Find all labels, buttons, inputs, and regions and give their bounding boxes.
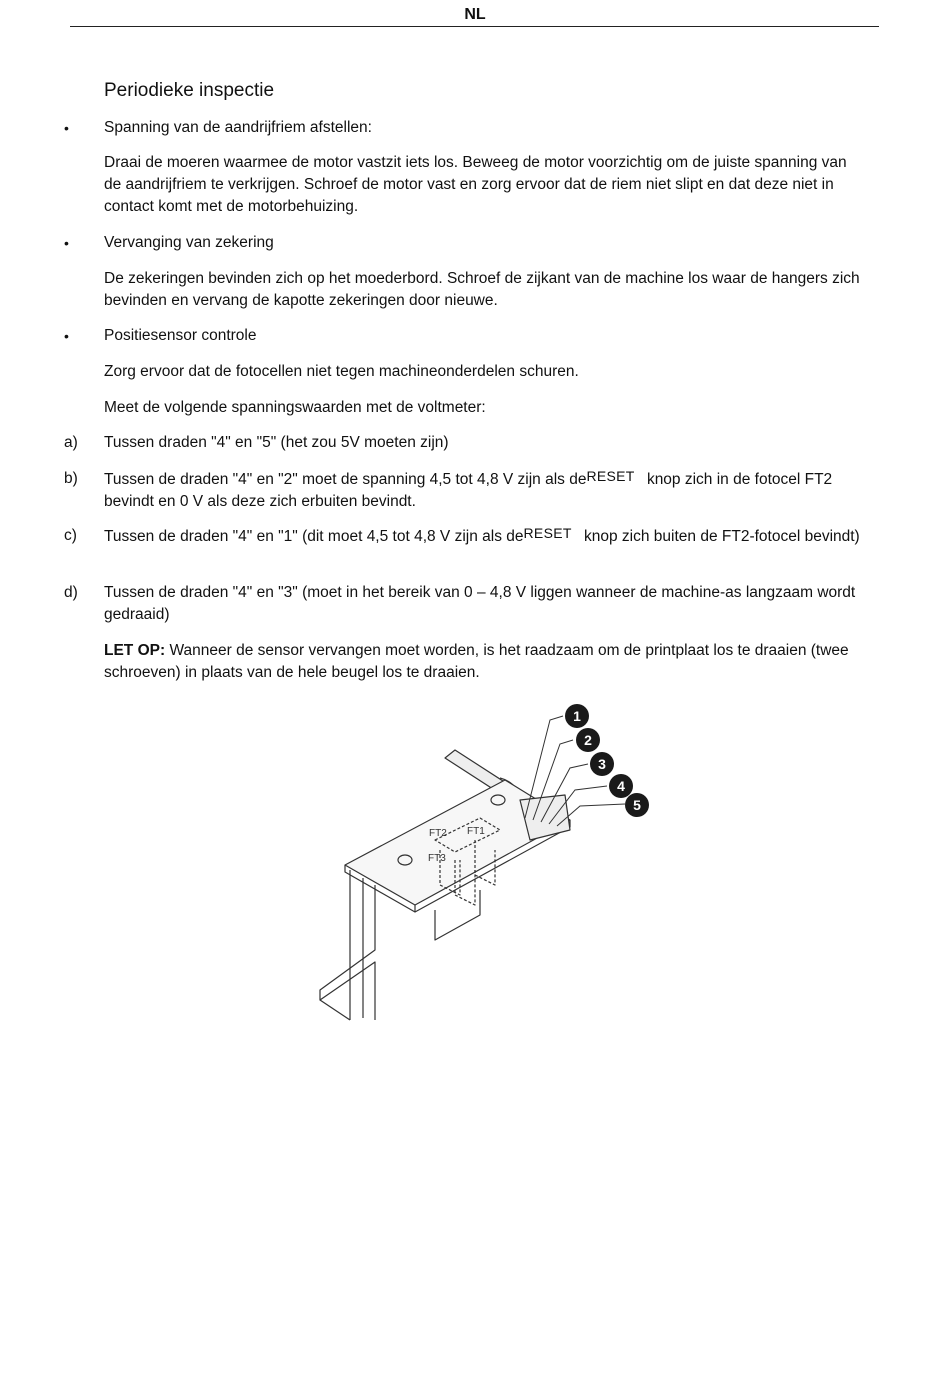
callout-1-label: 1 bbox=[573, 708, 581, 724]
list-marker: b) bbox=[64, 470, 78, 487]
note-text: Wanneer de sensor vervangen moet worden, is het raadzaam om de printplaat los te draaien (twee schroeven) in plaats van de hele beugel los te draaien. bbox=[104, 642, 849, 681]
list-text-after: knop zich buiten de FT2-fotocel bevindt) bbox=[584, 528, 860, 545]
paragraph-text: Meet de volgende spanningswaarden met de voltmeter: bbox=[104, 399, 486, 416]
list-marker: c) bbox=[64, 527, 77, 544]
list-text bbox=[104, 468, 864, 513]
bullet-label: Vervanging van zekering bbox=[104, 234, 274, 251]
callout-3-label: 3 bbox=[598, 756, 606, 772]
reset-label: RESET bbox=[523, 525, 572, 541]
list-marker: d) bbox=[64, 584, 78, 601]
section-title: Periodieke inspectie bbox=[104, 80, 275, 101]
list-text-after: knop zich in de fotocel FT2 bevindt en 0 V als deze zich erbuiten bevindt. bbox=[104, 471, 833, 510]
bullet-icon: • bbox=[64, 235, 69, 251]
list-text bbox=[104, 525, 864, 548]
paragraph-text: Draai de moeren waarmee de motor vastzit iets los. Beweeg de motor voorzichtig om de juiste spanning van de aandrijfriem te verkrijgen. Schroef de motor vast en zorg ervoor dat de riem niet slipt en dat deze niet in contact komt met de motorbehuizing. bbox=[104, 154, 847, 215]
page-language-label: NL bbox=[464, 6, 486, 23]
ft2-label: FT2 bbox=[429, 828, 447, 839]
reset-label: RESET bbox=[586, 468, 635, 484]
bullet-icon: • bbox=[64, 120, 69, 136]
sensor-bracket-figure bbox=[305, 700, 665, 1030]
callout-2-label: 2 bbox=[584, 732, 592, 748]
paragraph-text: De zekeringen bevinden zich op het moederbord. Schroef de zijkant van de machine los waar de hangers zich bevinden en vervang de kapotte zekeringen door nieuwe. bbox=[104, 270, 860, 309]
bullet-label: Positiesensor controle bbox=[104, 327, 257, 344]
callout-4-label: 4 bbox=[617, 778, 625, 794]
paragraph-text: Zorg ervoor dat de fotocellen niet tegen machineonderdelen schuren. bbox=[104, 363, 579, 380]
ft3-label: FT3 bbox=[428, 853, 446, 864]
note-label: LET OP: bbox=[104, 642, 166, 659]
callout-5-label: 5 bbox=[633, 797, 641, 813]
list-text-before: Tussen de draden "4" en "1" (dit moet 4,5 tot 4,8 V zijn als de bbox=[104, 528, 524, 545]
bullet-icon: • bbox=[64, 328, 69, 344]
bullet-label: Spanning van de aandrijfriem afstellen: bbox=[104, 119, 372, 136]
list-text: Tussen de draden "4" en "3" (moet in het bereik van 0 – 4,8 V liggen wanneer de machine-as langzaam wordt gedraaid) bbox=[104, 584, 856, 623]
ft1-label: FT1 bbox=[467, 826, 485, 837]
list-text-before: Tussen de draden "4" en "2" moet de spanning 4,5 tot 4,8 V zijn als de bbox=[104, 471, 587, 488]
list-marker: a) bbox=[64, 434, 78, 451]
note-text-block bbox=[104, 640, 864, 684]
header-divider bbox=[70, 26, 879, 27]
callout-markers bbox=[565, 704, 649, 817]
list-text: Tussen draden "4" en "5" (het zou 5V moeten zijn) bbox=[104, 434, 449, 451]
